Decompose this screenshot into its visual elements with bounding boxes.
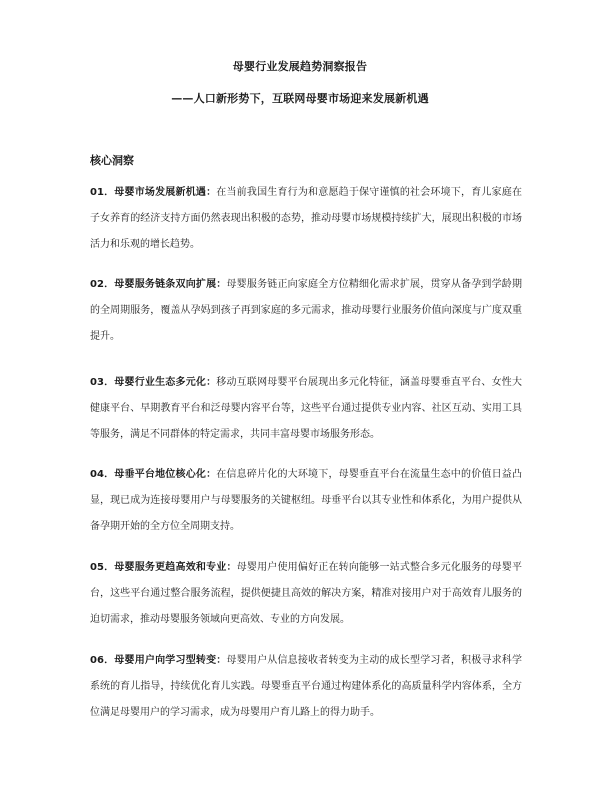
insight-item-03 [90,370,522,448]
section-heading: 核心洞察 [90,154,134,167]
insight-text: 母婴用户从信息接收者转变为主动的成长型学习者，积极寻求科学系统的育儿指导，持续优化育儿实践。母婴垂直平台通过构建体系化的高质量科学内容体系，全方位满足母婴用户的学习需求，成为母婴用户育儿路上的得力助手。 [90,655,523,718]
insight-text: 母婴用户使用偏好正在转向能够一站式整合多元化服务的母婴平台，这些平台通过整合服务流程，提供便捷且高效的解决方案，精准对接用户对于高效育儿服务的迫切需求，推动母婴服务领域向更高效、专业的方向发展。 [90,562,523,625]
insight-item-04 [90,462,522,540]
insight-label: 05．母婴服务更趋高效和专业： [90,562,237,573]
insight-item-05 [90,555,522,633]
insight-label: 01．母婴市场发展新机遇： [90,187,217,198]
insight-text: 在信息碎片化的大环境下，母婴垂直平台在流量生态中的价值日益凸显，现已成为连接母婴用户与母婴服务的关键枢纽。母垂平台以其专业性和体系化，为用户提供从备孕期开始的全方位全周期支持。 [90,469,522,532]
insight-item-02 [90,272,522,350]
insight-text: 母婴服务链正向家庭全方位精细化需求扩展，贯穿从备孕到学龄期的全周期服务，覆盖从孕妈到孩子再到家庭的多元需求，推动母婴行业服务价值向深度与广度双重提升。 [90,279,523,342]
insight-label: 06．母婴用户向学习型转变： [90,655,227,666]
insight-item-01 [90,180,522,258]
report-title: 母婴行业发展趋势洞察报告 [232,60,368,73]
insight-text: 在当前我国生育行为和意愿趋于保守谨慎的社会环境下，育儿家庭在子女养育的经济支持方面仍然表现出积极的态势，推动母婴市场规模持续扩大，展现出积极的市场活力和乐观的增长趋势。 [90,187,522,250]
insight-label: 02．母婴服务链条双向扩展： [90,279,227,290]
insight-label: 03．母婴行业生态多元化： [90,377,217,388]
insight-label: 04．母垂平台地位核心化： [90,469,217,480]
insight-item-06 [90,648,522,726]
insight-text: 移动互联网母婴平台展现出多元化特征，涵盖母婴垂直平台、女性大健康平台、早期教育平台和泛母婴内容平台等，这些平台通过提供专业内容、社区互动、实用工具等服务，满足不同群体的特定需求，共同丰富母婴市场服务形态。 [90,377,522,440]
report-subtitle: ——人口新形势下，互联网母婴市场迎来发展新机遇 [171,92,429,105]
